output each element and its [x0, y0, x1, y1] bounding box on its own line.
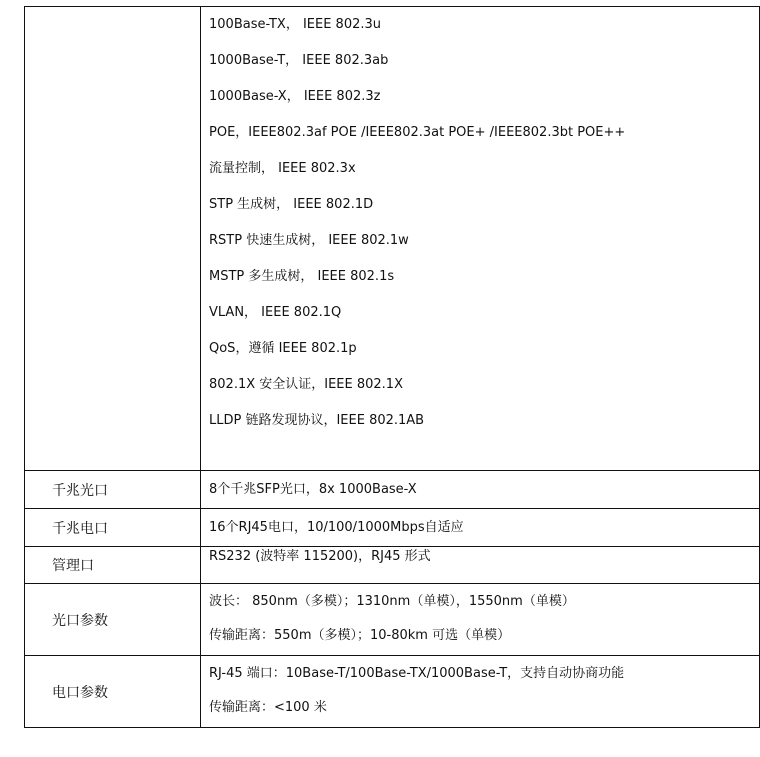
spec-table — [24, 6, 760, 728]
table-row-protocols — [25, 7, 760, 471]
table-row-optical-params — [25, 584, 760, 656]
protocol-line: QoS，遵循 IEEE 802.1p — [209, 341, 357, 356]
row-label: 管理口 — [25, 547, 201, 584]
protocols-value-cell — [201, 7, 760, 471]
protocol-line: LLDP 链路发现协议，IEEE 802.1AB — [209, 413, 425, 428]
row-value-cell — [201, 547, 760, 584]
row-value: 传输距离：<100 米 — [209, 699, 327, 715]
row-value-cell — [201, 584, 760, 656]
protocol-line: 流量控制， IEEE 802.3x — [209, 161, 356, 176]
row-label: 光口参数 — [25, 584, 201, 656]
protocol-line: POE，IEEE802.3af POE /IEEE802.3at POE+ /IEEE802.3bt POE++ — [209, 125, 626, 140]
protocol-line: RSTP 快速生成树， IEEE 802.1w — [209, 233, 409, 248]
protocol-line: STP 生成树， IEEE 802.1D — [209, 197, 374, 212]
table-row-gigabit-copper — [25, 509, 760, 547]
table-row-management — [25, 547, 760, 584]
protocol-line: 100Base-TX， IEEE 802.3u — [209, 17, 382, 32]
row-value: 16个RJ45电口，10/100/1000Mbps自适应 — [209, 519, 464, 535]
protocol-line: 1000Base-T， IEEE 802.3ab — [209, 53, 389, 68]
table-row-electrical-params — [25, 656, 760, 728]
row-value: 传输距离：550m（多模）；10-80km 可选（单模） — [209, 627, 511, 643]
table-row-gigabit-fiber — [25, 471, 760, 509]
protocol-line: MSTP 多生成树， IEEE 802.1s — [209, 269, 395, 284]
row-label: 电口参数 — [25, 656, 201, 728]
row-value-cell — [201, 471, 760, 509]
row-value: RJ-45 端口：10Base-T/100Base-TX/1000Base-T，支持自动协商功能 — [209, 665, 625, 681]
row-value-cell — [201, 509, 760, 547]
protocol-line: 802.1X 安全认证，IEEE 802.1X — [209, 377, 403, 392]
protocol-line: 1000Base-X， IEEE 802.3z — [209, 89, 381, 104]
row-label: 千兆光口 — [25, 471, 201, 509]
protocol-line: VLAN， IEEE 802.1Q — [209, 305, 342, 320]
row-value: 8个千兆SFP光口，8x 1000Base-X — [209, 481, 417, 497]
row-value-cell — [201, 656, 760, 728]
row-value: 波长： 850nm（多模）；1310nm（单模），1550nm（单模） — [209, 593, 575, 609]
row-value: RS232 (波特率 115200)，RJ45 形式 — [209, 549, 431, 564]
row-label: 千兆电口 — [25, 509, 201, 547]
protocols-label-cell — [25, 7, 201, 471]
